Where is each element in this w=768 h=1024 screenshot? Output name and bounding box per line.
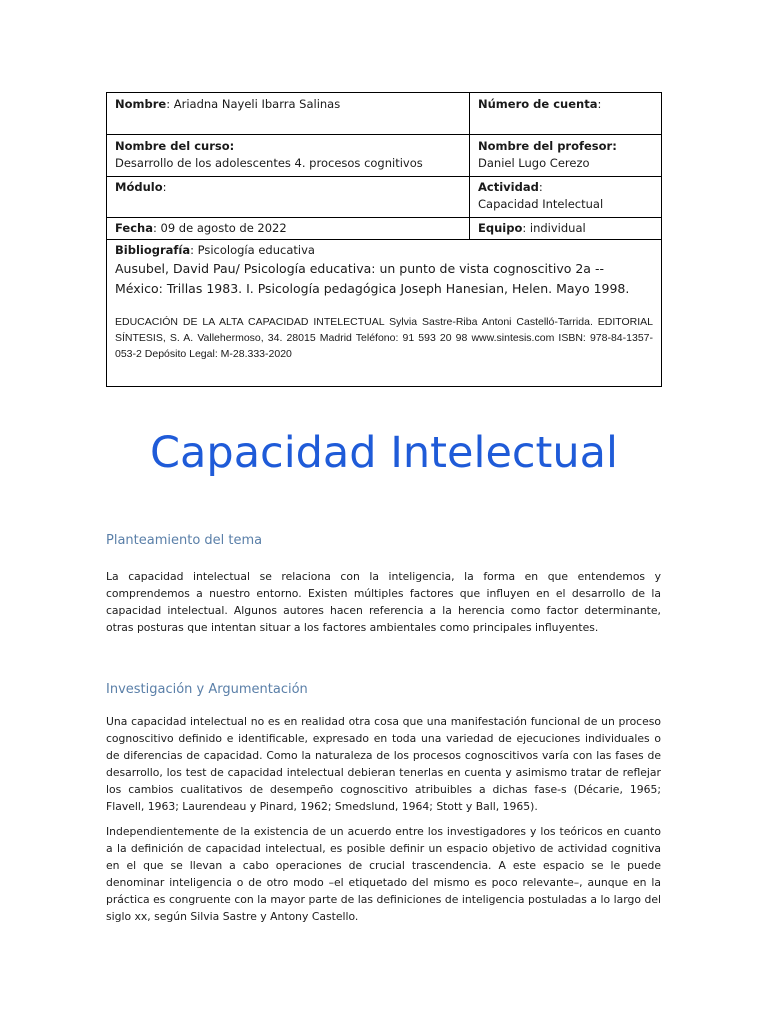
bibliografia-cell: Bibliografía: Psicología educativa Ausubel, David Pau/ Psicología educativa: un punto de vista cognoscitivo 2a -- México: Trillas 1983. I. Psicología pedagógica Joseph Hanesian, Helen. Mayo 1998. EDUCACIÓN DE LA ALTA CAPACIDAD INTELECTUAL Sylvia Sastre-Riba Antoni Castelló-Tarrida. EDITORIAL SÍNTESIS, S. A. Vallehermoso, 34. 28015 Madrid Teléfono: 91 593 20 98 www.sintesis.com ISBN: 978-84-1357-053-2 Depósito Legal: M-28.333-2020 [107,240,662,387]
section-heading-planteamiento: Planteamiento del tema [106,533,263,548]
bibliografia-value: Psicología educativa [193,243,315,257]
equipo-value: individual [526,221,586,235]
equipo-cell: Equipo: individual [470,218,662,240]
curso-value: Desarrollo de los adolescentes 4. procesos cognitivos [115,156,423,170]
cuenta-cell: Número de cuenta: [470,93,662,135]
bib-reference-1: Ausubel, David Pau/ Psicología educativa: un punto de vista cognoscitivo 2a -- México: Trillas 1983. I. Psicología pedagógica Joseph Hanesian, Helen. Mayo 1998. [115,261,630,296]
actividad-cell: Actividad: Capacidad Intelectual [470,177,662,218]
modulo-cell: Módulo: [107,177,470,218]
document-title: Capacidad Intelectual [150,428,618,478]
section-heading-investigacion: Investigación y Argumentación [106,682,308,697]
actividad-value: Capacidad Intelectual [478,197,604,211]
actividad-label: Actividad [478,180,539,194]
fecha-label: Fecha [115,221,153,235]
curso-label: Nombre del curso: [115,139,235,153]
paragraph-planteamiento: La capacidad intelectual se relaciona con la inteligencia, la forma en que entendemos y comprendemos a nuestro entorno. Existen múltiples factores que influyen en el desarrollo de la capacidad intelectual. Algunos autores hacen referencia a la herencia como factor determinante, otras posturas que intentan situar a los factores ambientales como principales influyentes. [106,570,661,634]
curso-cell [107,135,470,177]
nombre-value: Ariadna Nayeli Ibarra Salinas [170,97,341,111]
nombre-cell: Nombre: Ariadna Nayeli Ibarra Salinas [107,93,470,135]
fecha-cell: Fecha: 09 de agosto de 2022 [107,218,470,240]
equipo-label: Equipo [478,221,523,235]
fecha-value: 09 de agosto de 2022 [156,221,287,235]
profesor-value: Daniel Lugo Cerezo [478,156,590,170]
header-table [106,92,662,387]
profesor-label: Nombre del profesor: [478,139,617,153]
profesor-cell [470,135,662,177]
bib-reference-2: EDUCACIÓN DE LA ALTA CAPACIDAD INTELECTUAL Sylvia Sastre-Riba Antoni Castelló-Tarrida. EDITORIAL SÍNTESIS, S. A. Vallehermoso, 34. 28015 Madrid Teléfono: 91 593 20 98 www.sintesis.com ISBN: 978-84-1357-053-2 Depósito Legal: M-28.333-2020 [115,316,653,360]
paragraph-investigacion-2: Independientemente de la existencia de un acuerdo entre los investigadores y los teóricos en cuanto a la definición de capacidad intelectual, es posible definir un espacio objetivo de actividad cognitiva en el que se llevan a cabo operaciones de crucial trascendencia. A este espacio se le puede denominar inteligencia o de otro modo –el etiquetado del mismo es poco relevante–, aunque en la práctica es congruente con la mayor parte de las definiciones de inteligencia postuladas a lo largo del siglo xx, según Silvia Sastre y Antony Castello. [106,825,661,923]
modulo-label: Módulo [115,180,163,194]
cuenta-label: Número de cuenta [478,97,598,111]
nombre-label: Nombre [115,97,167,111]
paragraph-investigacion-1: Una capacidad intelectual no es en realidad otra cosa que una manifestación funcional de un proceso cognoscitivo definido e identificable, expresado en toda una variedad de ejecuciones individuales o de diferencias de capacidad. Como la naturaleza de los procesos cognoscitivos varía con las fases de desarrollo, los test de capacidad intelectual debieran tenerlas en cuenta y asimismo tratar de reflejar los cambios cualitativos de desempeño cognoscitivo atribuibles a dichas fase-s (Décarie, 1965; Flavell, 1963; Laurendeau y Pinard, 1962; Smedslund, 1964; Stott y Ball, 1965). [106,715,661,813]
bibliografia-label: Bibliografía [115,243,191,257]
